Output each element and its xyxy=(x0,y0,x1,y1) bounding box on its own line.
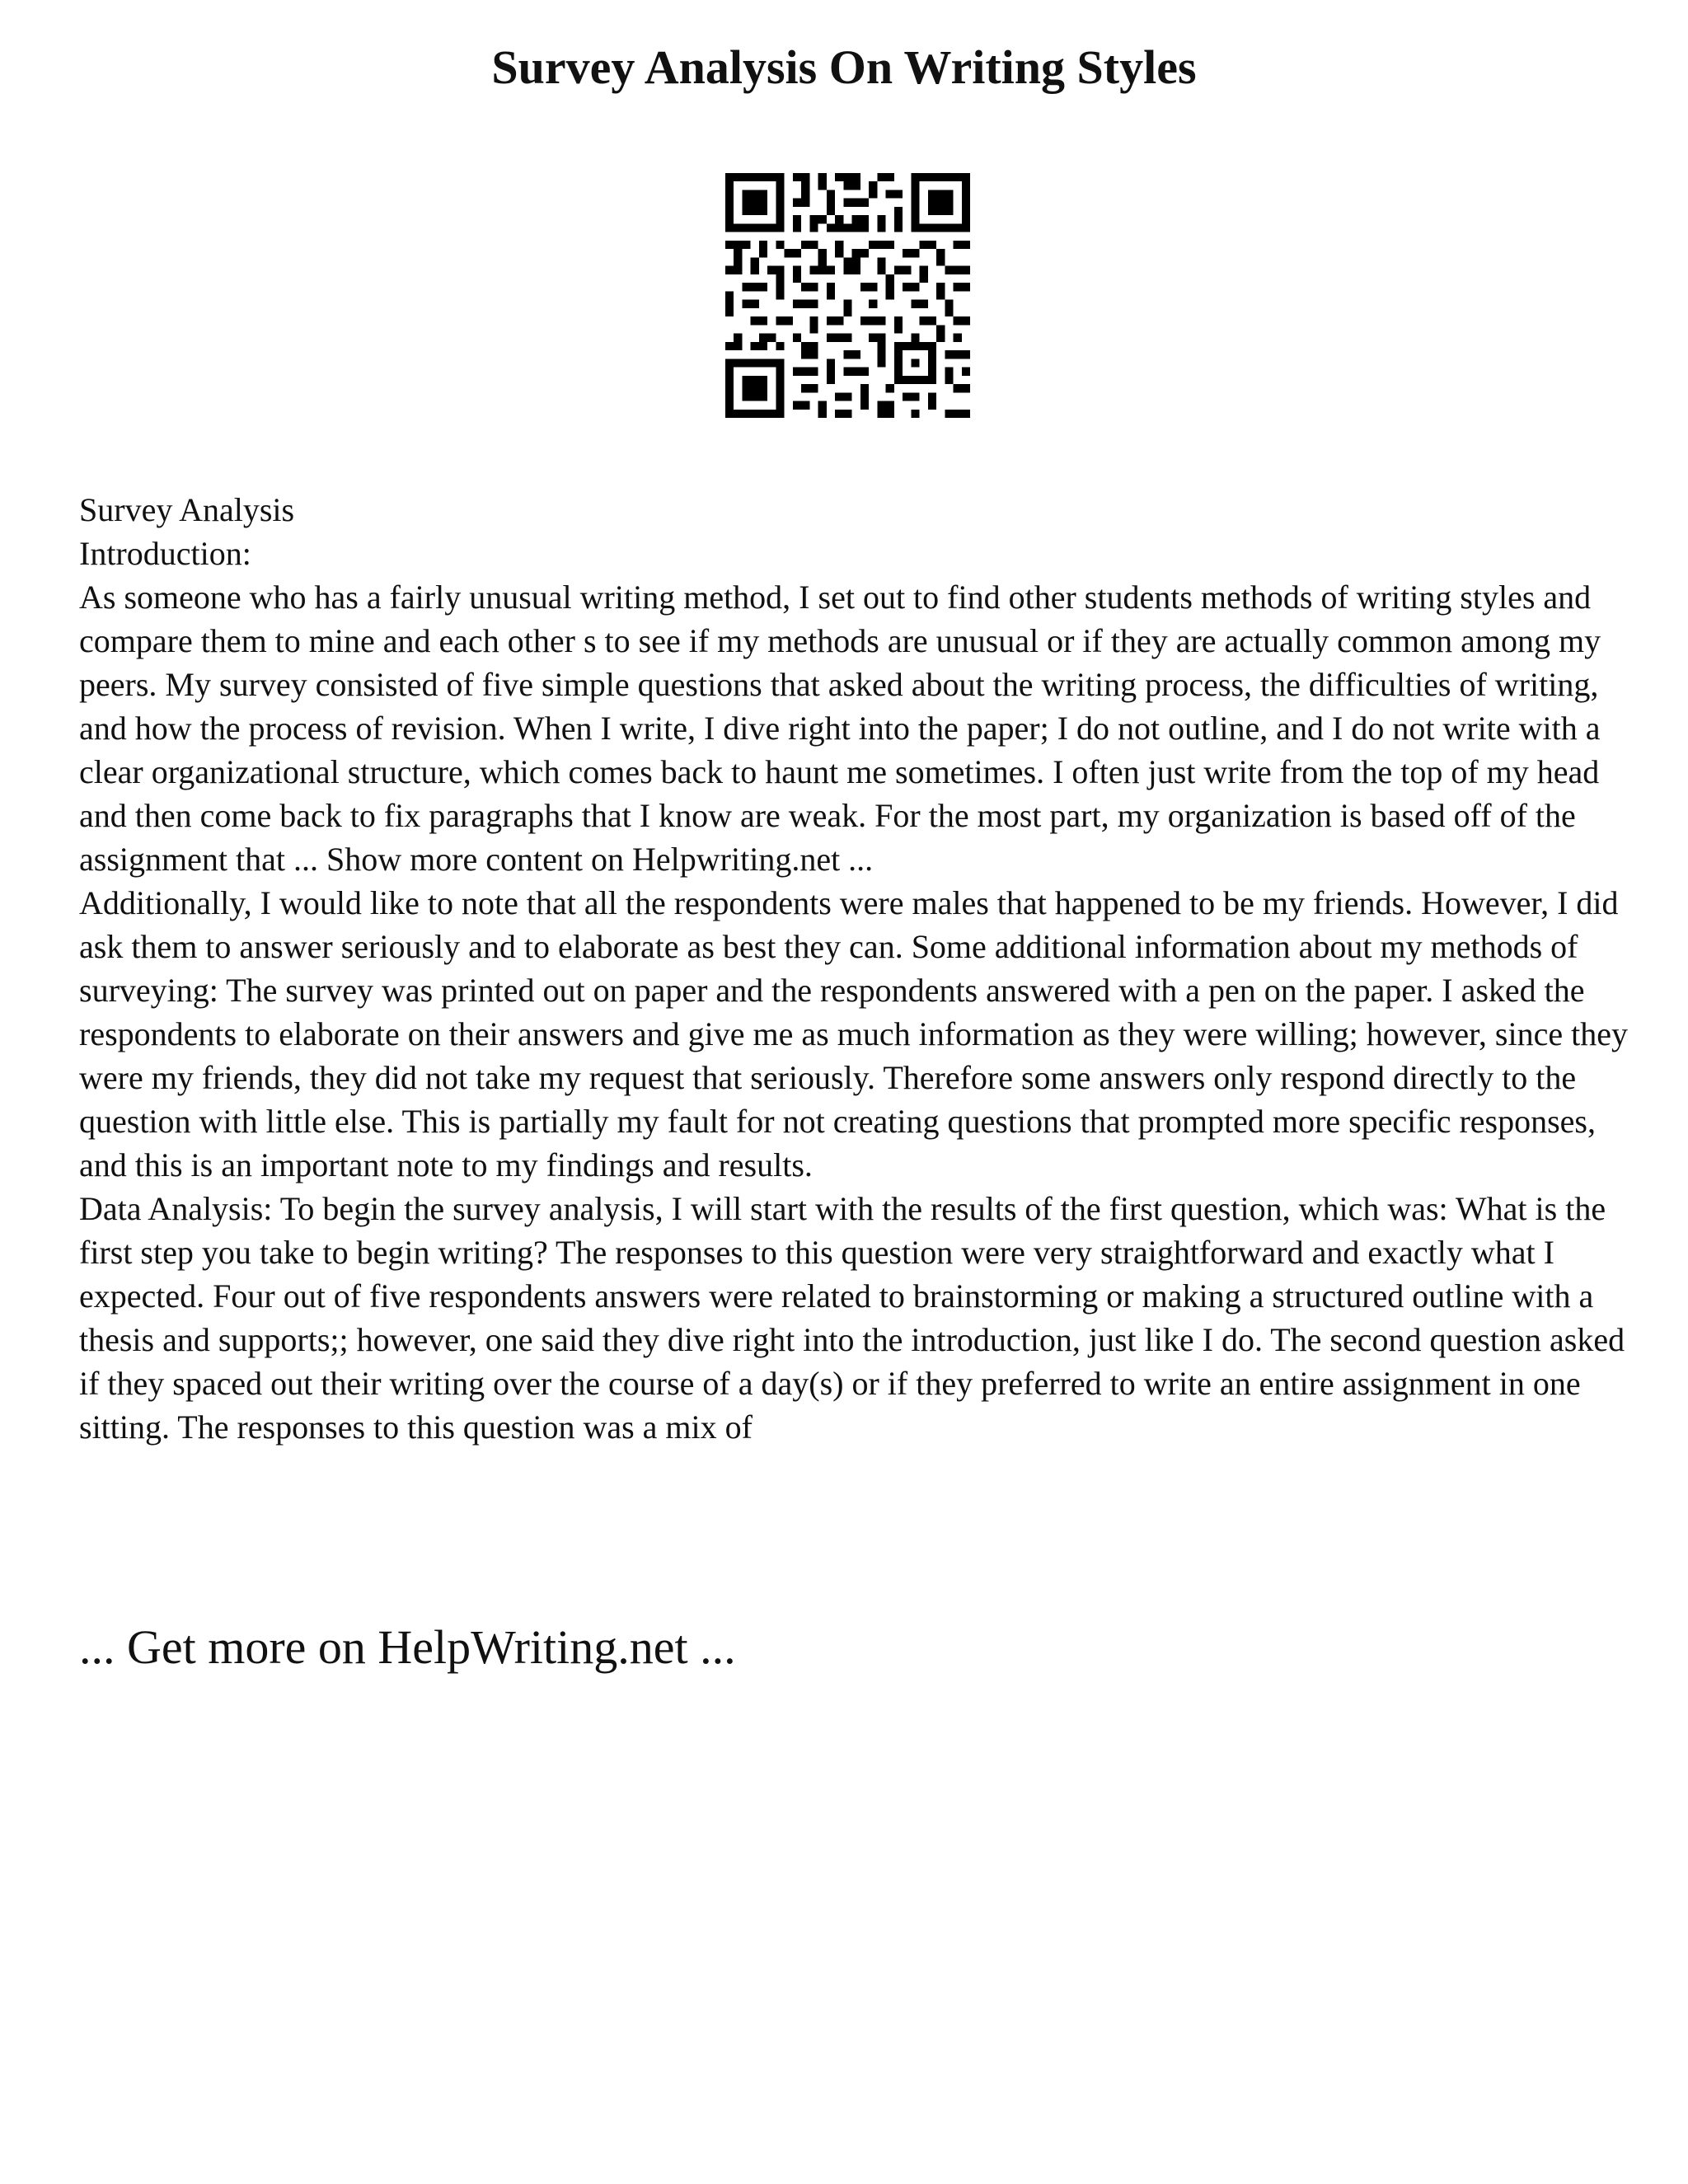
section-heading: Survey Analysis xyxy=(79,491,295,528)
get-more-link[interactable]: ... Get more on HelpWriting.net ... xyxy=(79,1620,736,1674)
paragraph-introduction: As someone who has a fairly unusual writing method, I set out to find other students methods of writing styles and compare them to mine and each other s to see if my methods are unusual or if they are actually common among my peers. My survey consisted of five simple questions that asked about the writing process, the difficulties of writing, and how the process of revision. When I write, I dive right into the paper; I do not outline, and I do not write with a clear organizational structure, which comes back to haunt me sometimes. I often just write from the top of my head and then come back to fix paragraphs that I know are weak. For the most part, my organization is based off of the assignment that ... Show more content on Helpwriting.net ... xyxy=(79,579,1601,878)
document-body xyxy=(79,488,1629,1449)
paragraph-methods: Additionally, I would like to note that all the respondents were males that happened to be my friends. However, I did ask them to answer seriously and to elaborate as best they can. Some additional information about my methods of surveying: The survey was printed out on paper and the respondents answered with a pen on the paper. I asked the respondents to elaborate on their answers and give me as much information as they were willing; however, since they were my friends, they did not take my request that seriously. Therefore some answers only respond directly to the question with little else. This is partially my fault for not creating questions that prompted more specific responses, and this is an important note to my findings and results. xyxy=(79,884,1628,1183)
paragraph-data-analysis: Data Analysis: To begin the survey analysis, I will start with the results of the first question, which was: What is the first step you take to begin writing? The responses to this question were very straightforward and exactly what I expected. Four out of five respondents answers were related to brainstorming or making a structured outline with a thesis and supports;; however, one said they dive right into the introduction, just like I do. The second question asked if they spaced out their writing over the course of a day(s) or if they preferred to write an entire assignment in one sitting. The responses to this question was a mix of xyxy=(79,1190,1625,1446)
qr-code-icon xyxy=(725,173,970,418)
page-title: Survey Analysis On Writing Styles xyxy=(491,40,1197,94)
section-subheading: Introduction: xyxy=(79,535,251,572)
